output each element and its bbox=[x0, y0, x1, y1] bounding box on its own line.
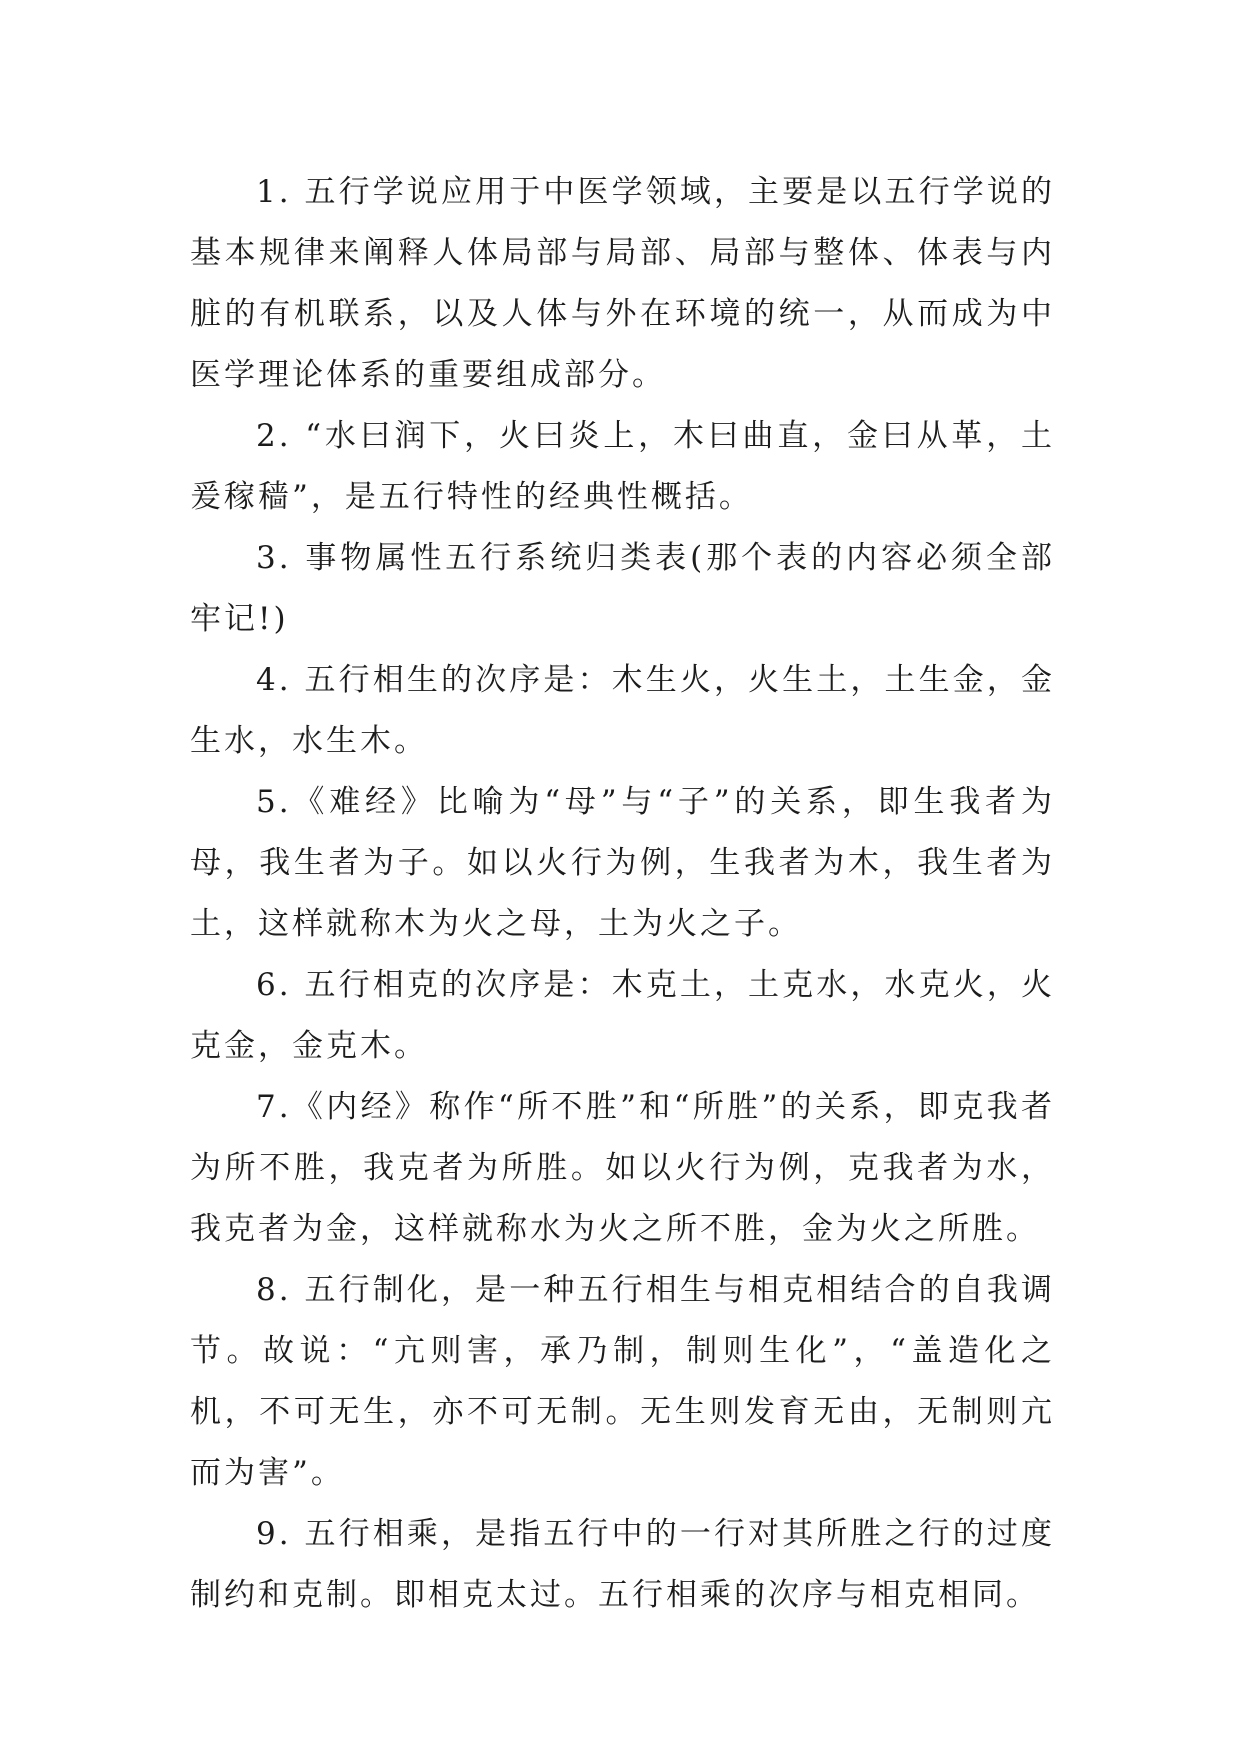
paragraph-8: 8. 五行制化，是一种五行相生与相克相结合的自我调节。故说：“亢则害，承乃制，制则生化”，“盖造化之机，不可无生，亦不可无制。无生则发育无由，无制则亢而为害”。 bbox=[190, 1272, 1055, 1491]
paragraph-5: 5.《难经》比喻为“母”与“子”的关系，即生我者为母，我生者为子。如以火行为例，生我者为木，我生者为土，这样就称木为火之母，土为火之子。 bbox=[190, 784, 1055, 942]
paragraph-7: 7.《内经》称作“所不胜”和“所胜”的关系，即克我者为所不胜，我克者为所胜。如以火行为例，克我者为水，我克者为金，这样就称水为火之所不胜，金为火之所胜。 bbox=[190, 1089, 1055, 1247]
document-page bbox=[190, 162, 1055, 1626]
paragraph-2: 2. “水曰润下，火曰炎上，木曰曲直，金曰从革，土爰稼穑”，是五行特性的经典性概括。 bbox=[190, 418, 1055, 515]
paragraph-9: 9. 五行相乘，是指五行中的一行对其所胜之行的过度制约和克制。即相克太过。五行相乘的次序与相克相同。 bbox=[190, 1516, 1055, 1613]
paragraph-4: 4. 五行相生的次序是：木生火，火生土，土生金，金生水，水生木。 bbox=[190, 662, 1055, 759]
paragraph-1: 1. 五行学说应用于中医学领域，主要是以五行学说的基本规律来阐释人体局部与局部、局部与整体、体表与内脏的有机联系，以及人体与外在环境的统一，从而成为中医学理论体系的重要组成部分。 bbox=[190, 174, 1055, 393]
paragraph-6: 6. 五行相克的次序是：木克土，土克水，水克火，火克金，金克木。 bbox=[190, 967, 1055, 1064]
paragraph-3: 3. 事物属性五行系统归类表(那个表的内容必须全部牢记!) bbox=[190, 540, 1055, 637]
